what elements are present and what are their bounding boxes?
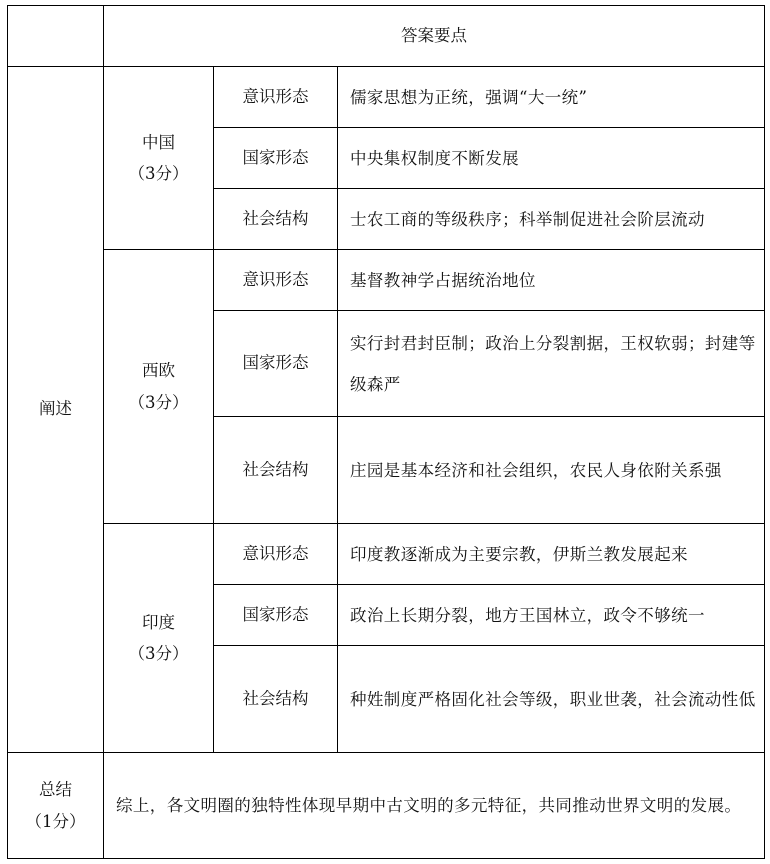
aspect-label: 国家形态 [242, 147, 309, 167]
header-corner-cell [7, 5, 104, 67]
summary-text: 综上，各文明圈的独特性体现早期中古文明的多元特征，共同推动世界文明的发展。 [116, 796, 742, 815]
point-cell [337, 645, 765, 753]
point-cell [337, 584, 765, 646]
point-text: 儒家思想为正统，强调“大一统” [350, 87, 588, 107]
point-text: 士农工商的等级秩序；科举制促进社会阶层流动 [350, 209, 705, 229]
civ-name: 中国 [142, 132, 175, 152]
point-cell [337, 249, 765, 311]
aspect-label: 意识形态 [242, 86, 309, 106]
aspect-label: 意识形态 [242, 269, 309, 289]
aspect-cell [213, 127, 338, 189]
point-cell [337, 416, 765, 524]
aspect-cell [213, 188, 338, 250]
civ-score: （3分） [128, 164, 189, 183]
aspect-cell [213, 416, 338, 524]
point-text: 种姓制度严格固化社会等级，职业世袭，社会流动性低 [350, 689, 756, 709]
point-text: 中央集权制度不断发展 [350, 148, 519, 168]
aspect-cell [213, 523, 338, 585]
civ-name: 西欧 [142, 361, 175, 381]
point-text: 政治上长期分裂，地方王国林立，政令不够统一 [350, 605, 705, 625]
aspect-label: 意识形态 [242, 543, 309, 563]
aspect-cell [213, 645, 338, 753]
civ-india-cell [103, 523, 214, 753]
civ-score: （3分） [128, 392, 189, 412]
summary-text-cell [103, 752, 765, 859]
point-text: 实行封君封臣制；政治上分裂割据，王权软弱；封建等级森严 [350, 333, 756, 394]
section-label-cell [7, 66, 104, 753]
section-label: 阐述 [39, 399, 72, 419]
summary-label-cell [7, 752, 104, 859]
civ-west-europe-cell [103, 249, 214, 524]
summary-score: （1分） [25, 811, 86, 831]
point-cell [337, 127, 765, 189]
header-title: 答案要点 [401, 25, 467, 45]
aspect-label: 社会结构 [242, 208, 309, 228]
aspect-label: 社会结构 [242, 459, 309, 479]
summary-label: 总结 [39, 780, 72, 800]
civ-name: 印度 [142, 612, 175, 632]
aspect-label: 国家形态 [242, 353, 309, 373]
civ-score: （3分） [128, 644, 189, 663]
aspect-label: 社会结构 [242, 688, 309, 708]
point-cell [337, 523, 765, 585]
point-cell [337, 310, 765, 417]
header-title-cell [103, 5, 765, 67]
point-cell [337, 188, 765, 250]
aspect-cell [213, 584, 338, 646]
point-text: 庄园是基本经济和社会组织，农民人身依附关系强 [350, 460, 722, 480]
point-cell [337, 66, 765, 128]
civ-china-cell [103, 66, 214, 250]
point-text: 基督教神学占据统治地位 [350, 270, 536, 290]
point-text: 印度教逐渐成为主要宗教，伊斯兰教发展起来 [350, 544, 688, 564]
aspect-cell [213, 249, 338, 311]
aspect-cell [213, 66, 338, 128]
aspect-label: 国家形态 [242, 604, 309, 624]
aspect-cell [213, 310, 338, 417]
